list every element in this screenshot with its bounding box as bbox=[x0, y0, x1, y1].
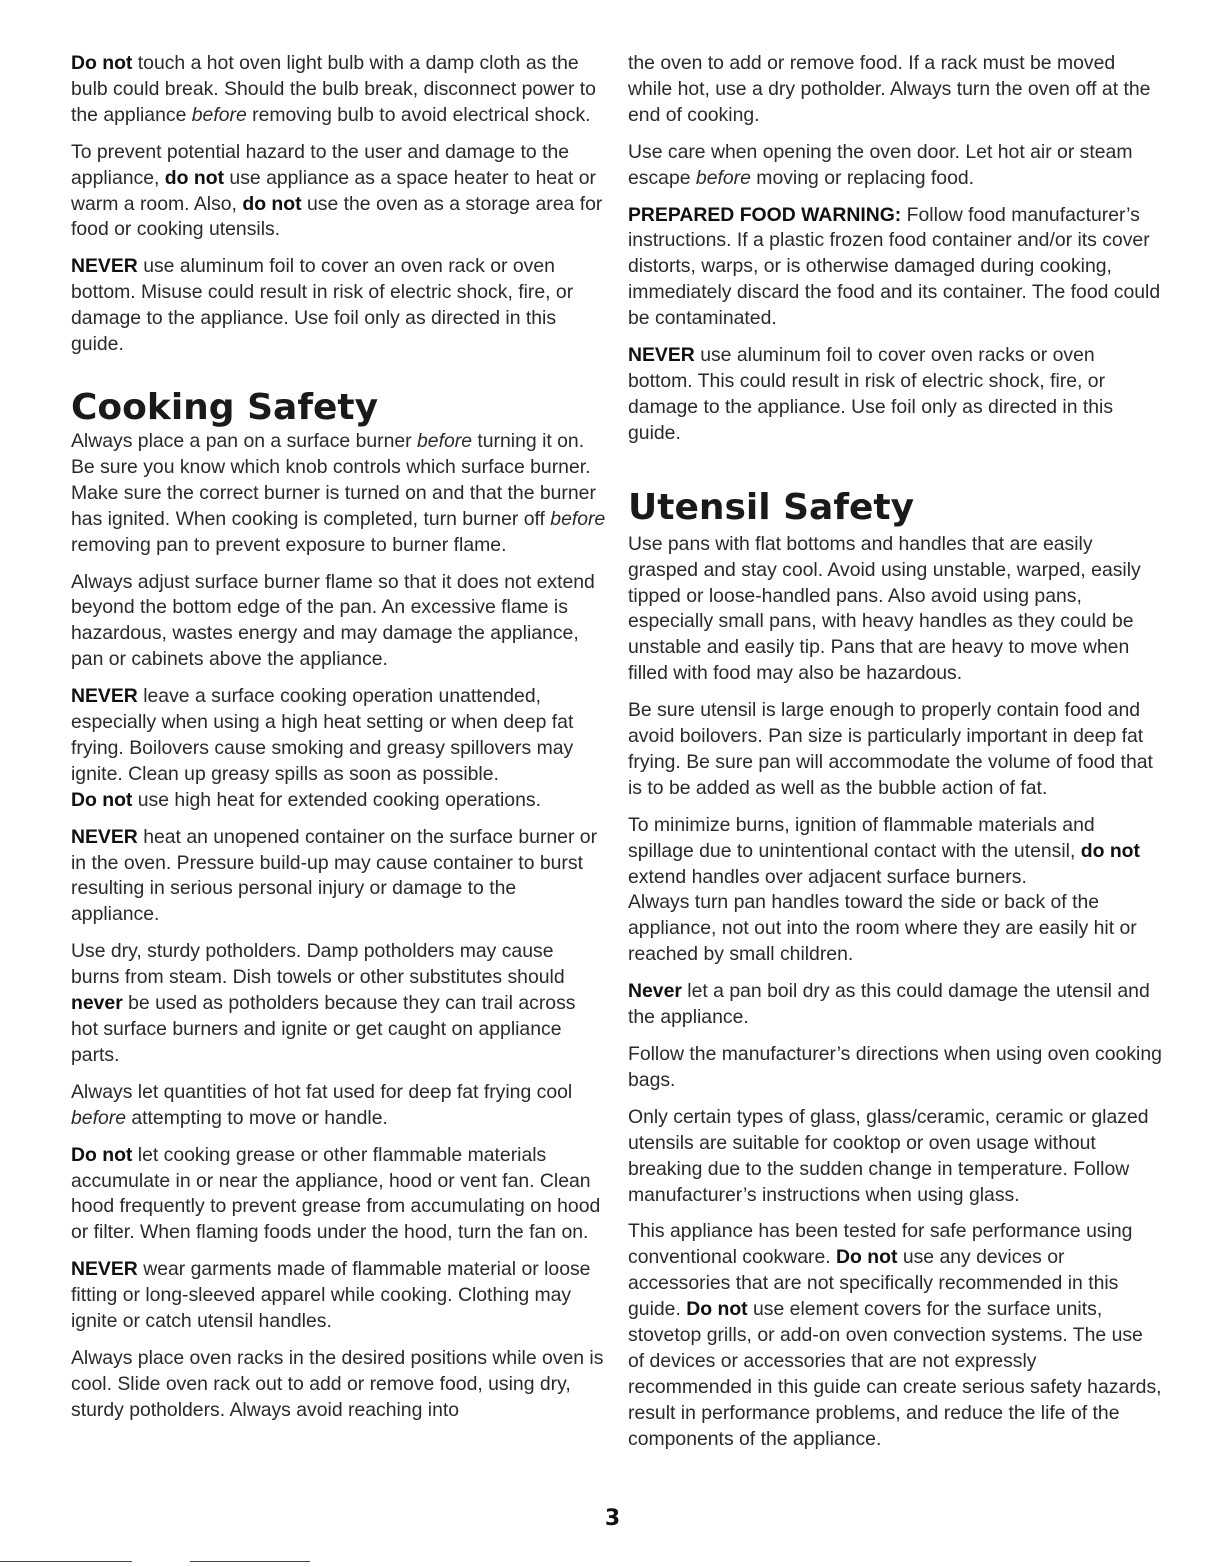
paragraph bbox=[628, 532, 1163, 687]
text: Use care when opening the oven door. Let hot air or steam escape bbox=[628, 140, 1133, 189]
paragraph bbox=[71, 254, 606, 358]
paragraph bbox=[628, 51, 1163, 129]
paragraph bbox=[628, 1105, 1163, 1209]
warning-keyword: Do not bbox=[71, 788, 133, 811]
paragraph bbox=[628, 1219, 1163, 1452]
warning-keyword: NEVER bbox=[71, 825, 138, 848]
text: removing bulb to avoid electrical shock. bbox=[246, 103, 591, 126]
text: Follow food manufacturer’s instructions. If a plastic frozen food container and/or its cover distorts, warps, or is otherwise damaged during cooking, immediately discard the food and its container. The food could be contaminated. bbox=[628, 203, 1161, 330]
warning-keyword: do not bbox=[242, 192, 302, 215]
warning-keyword: Do not bbox=[836, 1246, 898, 1269]
paragraph bbox=[628, 203, 1163, 333]
text: let cooking grease or other flammable materials accumulate in or near the appliance, hood or vent fan. Clean hood frequently to prevent grease from accumulating on hood or filter. When flaming foods under the hood, turn the fan on. bbox=[71, 1143, 601, 1244]
warning-keyword: NEVER bbox=[71, 685, 138, 708]
warning-keyword: Do not bbox=[686, 1298, 748, 1321]
warning-keyword: PREPARED FOOD WARNING: bbox=[628, 203, 902, 226]
warning-keyword: NEVER bbox=[71, 255, 138, 278]
text: To minimize burns, ignition of flammable materials and spillage due to unintentional contact with the utensil, bbox=[628, 813, 1095, 862]
paragraph bbox=[628, 698, 1163, 802]
paragraph bbox=[71, 1346, 606, 1424]
warning-keyword: NEVER bbox=[628, 344, 695, 367]
text: heat an unopened container on the surface burner or in the oven. Pressure build-up may cause container to burst resulting in serious personal injury or damage to the appliance. bbox=[71, 825, 598, 926]
text: moving or replacing food. bbox=[750, 166, 975, 189]
text: extend handles over adjacent surface burners. bbox=[628, 865, 1027, 888]
paragraph bbox=[71, 825, 606, 929]
emphasis: before bbox=[191, 103, 247, 126]
text: turning it on. Be sure you know which knob controls which surface burner. Make sure the correct burner is turned on and that the burner has ignited. When cooking is completed, turn burner off bbox=[71, 429, 596, 530]
paragraph bbox=[71, 788, 606, 814]
paragraph bbox=[628, 890, 1163, 968]
text: removing pan to prevent exposure to burner flame. bbox=[71, 533, 507, 556]
text: This appliance has been tested for safe performance using conventional cookware. bbox=[628, 1220, 1133, 1269]
section-heading-utensil-safety: Utensil Safety bbox=[628, 486, 915, 528]
text: use element covers for the surface units, stovetop grills, or add-on oven convection systems. The use of devices or accessories that are not expressly recommended in this guide can create serious safety hazards, result in performance problems, and reduce the life of the components of the appliance. bbox=[628, 1298, 1162, 1450]
scan-rule bbox=[0, 1561, 132, 1562]
paragraph bbox=[71, 684, 606, 788]
text: Follow the manufacturer’s directions when using oven cooking bags. bbox=[628, 1043, 1162, 1091]
left-column bbox=[71, 51, 606, 1435]
text: wear garments made of flammable material or loose fitting or long-sleeved apparel while cooking. Clothing may ignite or catch utensil handles. bbox=[71, 1258, 591, 1333]
paragraph bbox=[71, 140, 606, 244]
text: use the oven as a storage area for food or cooking utensils. bbox=[71, 192, 603, 241]
emphasis: before bbox=[71, 1106, 126, 1129]
text: let a pan boil dry as this could damage the utensil and the appliance. bbox=[628, 980, 1150, 1029]
paragraph bbox=[628, 343, 1163, 447]
page-number: 3 bbox=[604, 1506, 621, 1531]
text: Use pans with flat bottoms and handles that are easily grasped and stay cool. Avoid using unstable, warped, easily tipped or loose-handled pans. Also avoid using pans, especially small pans, with heavy handles as they could be unstable and easily tip. Pans that are heavy to move when filled with food may also be hazardous. bbox=[628, 532, 1141, 685]
text: Be sure utensil is large enough to properly contain food and avoid boilovers. Pan size is particularly important in deep fat frying. Be sure pan will accommodate the volume of food that is to be added as well as the bubble action of fat. bbox=[628, 699, 1153, 799]
paragraph bbox=[71, 570, 606, 674]
text: Always adjust surface burner flame so that it does not extend beyond the bottom edge of the pan. An excessive flame is hazardous, wastes energy and may damage the appliance, pan or cabinets above the appliance. bbox=[71, 570, 595, 671]
section-heading-cooking-safety: Cooking Safety bbox=[71, 386, 379, 428]
warning-keyword: NEVER bbox=[71, 1258, 138, 1281]
text: use aluminum foil to cover oven racks or oven bottom. This could result in risk of electric shock, fire, or damage to the appliance. Use foil only as directed in this guide. bbox=[628, 344, 1114, 444]
text: Always turn pan handles toward the side or back of the appliance, not out into the room where they are easily hit or reached by small children. bbox=[628, 891, 1137, 966]
text: leave a surface cooking operation unattended, especially when using a high heat setting or when deep fat frying. Boilovers cause smoking and greasy spillovers may ignite. Clean up greasy spills as soon as possible. bbox=[71, 685, 574, 785]
paragraph bbox=[71, 1143, 606, 1247]
right-column bbox=[628, 51, 1163, 1464]
text: To prevent potential hazard to the user and damage to the appliance, bbox=[71, 140, 570, 189]
text: use high heat for extended cooking operations. bbox=[132, 788, 541, 811]
paragraph bbox=[71, 51, 606, 129]
text: use any devices or accessories that are not specifically recommended in this guide. bbox=[628, 1246, 1119, 1321]
paragraph bbox=[71, 939, 606, 1069]
warning-keyword: Do not bbox=[71, 52, 133, 74]
text: the oven to add or remove food. If a rack must be moved while hot, use a dry potholder. Always turn the oven off at the end of cooking. bbox=[628, 52, 1151, 126]
text: Always let quantities of hot fat used for deep fat frying cool bbox=[71, 1080, 573, 1103]
scan-rule bbox=[190, 1561, 310, 1562]
paragraph bbox=[71, 1080, 606, 1132]
warning-keyword: Never bbox=[628, 980, 682, 1003]
emphasis: before bbox=[550, 507, 606, 530]
emphasis: before bbox=[417, 429, 472, 452]
text: use aluminum foil to cover an oven rack or oven bottom. Misuse could result in risk of electric shock, fire, or damage to the appliance. Use foil only as directed in this guide. bbox=[71, 255, 574, 356]
paragraph bbox=[628, 140, 1163, 192]
warning-keyword: do not bbox=[164, 166, 225, 189]
text: attempting to move or handle. bbox=[125, 1106, 388, 1129]
text: Always place oven racks in the desired positions while oven is cool. Slide oven rack out to add or remove food, using dry, sturdy potholders. Always avoid reaching into bbox=[71, 1346, 604, 1421]
emphasis: before bbox=[695, 166, 751, 189]
text: Use dry, sturdy potholders. Damp potholders may cause burns from steam. Dish towels or other substitutes should bbox=[71, 940, 565, 989]
paragraph bbox=[628, 813, 1163, 891]
text: Always place a pan on a surface burner bbox=[71, 429, 418, 452]
paragraph bbox=[71, 1257, 606, 1335]
warning-keyword: never bbox=[71, 992, 123, 1015]
text: be used as potholders because they can trail across hot surface burners and ignite or get caught on appliance parts. bbox=[71, 992, 576, 1066]
text: Only certain types of glass, glass/ceramic, ceramic or glazed utensils are suitable for cooktop or oven usage without breaking due to the sudden change in temperature. Follow manufacturer’s instructions when using glass. bbox=[628, 1105, 1149, 1206]
text: use appliance as a space heater to heat or warm a room. Also, bbox=[71, 166, 596, 215]
text: touch a hot oven light bulb with a damp cloth as the bulb could break. Should the bulb break, disconnect power to the appliance bbox=[71, 52, 596, 126]
warning-keyword: do not bbox=[1080, 839, 1140, 862]
paragraph bbox=[628, 979, 1163, 1031]
paragraph bbox=[628, 1042, 1163, 1094]
warning-keyword: Do not bbox=[71, 1143, 133, 1166]
paragraph bbox=[71, 429, 606, 559]
